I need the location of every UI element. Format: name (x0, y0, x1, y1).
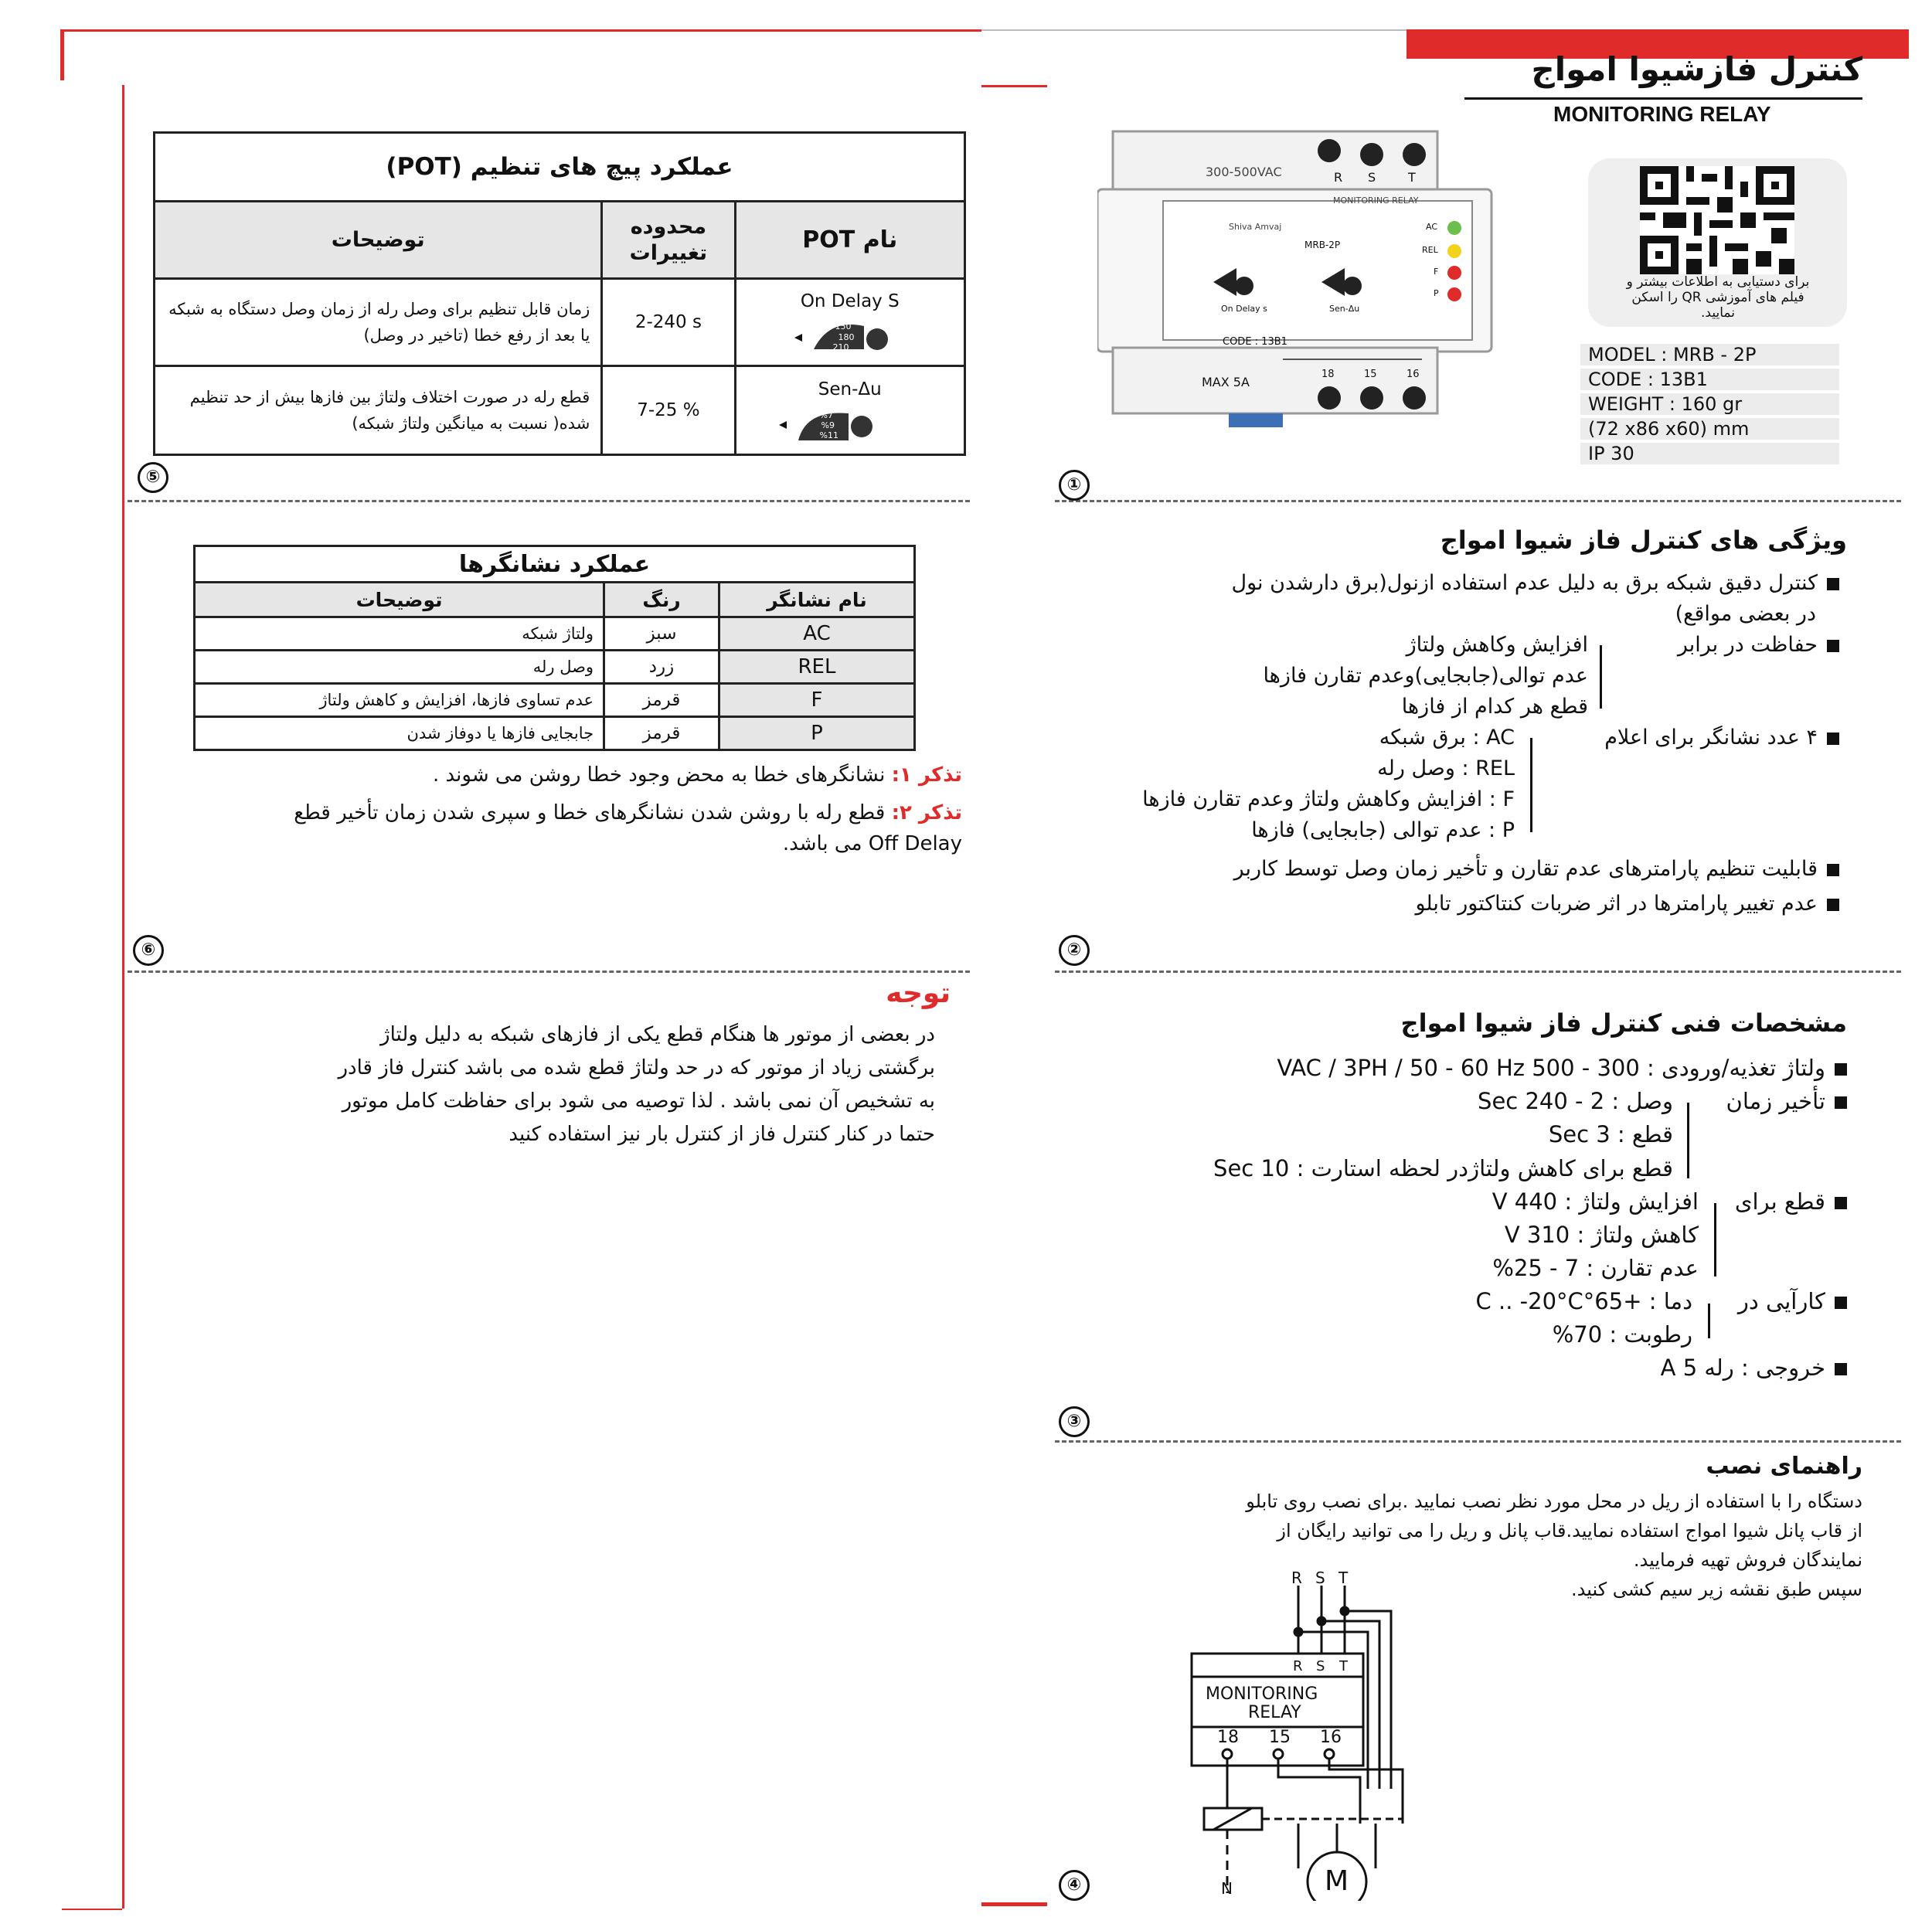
wiring-diagram (1182, 1569, 1430, 1901)
wiring-relay-label-1: MONITORING (1206, 1684, 1318, 1704)
device-pin-16: 16 (1406, 369, 1420, 380)
tech-perf-text: کارآیی در (1737, 1288, 1825, 1314)
spec-code: CODE : 13B1 (1580, 369, 1839, 390)
pot-row-name: Sen-Δu (818, 379, 882, 399)
feature-3-item: AC : برق شبکه (1379, 726, 1515, 750)
wiring-relay-label-2: RELAY (1248, 1703, 1301, 1722)
indicators-table (193, 545, 916, 751)
device-led-f: F (1434, 267, 1439, 277)
tech-delay-item: وصل : 2 - 240 Sec (1478, 1088, 1673, 1114)
divider-right-1 (1055, 500, 1901, 502)
wiring-pin-15: 15 (1269, 1728, 1291, 1747)
pot-row-name: On Delay S (800, 291, 900, 311)
pot-row-name-cell (735, 279, 964, 366)
device-terminal-r: R (1334, 170, 1343, 185)
install-line: سپس طبق نقشه زیر سیم کشی کنید. (1571, 1579, 1862, 1600)
bullet-square (1835, 1197, 1847, 1209)
feature-2 (1623, 630, 1839, 661)
tech-delay-bracket (1687, 1103, 1689, 1178)
indicator-row-ac (195, 617, 915, 651)
device-terminal-t: T (1408, 170, 1416, 185)
model-spec-box (1580, 344, 1839, 467)
device-illustration (1097, 127, 1499, 437)
feature-3-item: REL : وصل رله (1377, 756, 1515, 780)
bullet-square (1827, 640, 1839, 652)
install-line: دستگاه را با استفاده از ریل در محل مورد نظر نصب نمایید .برای نصب روی تابلو (1246, 1491, 1862, 1512)
indicator-color: سبز (604, 617, 719, 651)
device-knob2-label: Sen-Δu (1329, 304, 1360, 314)
device-voltage-label: 300-500VAC (1206, 165, 1282, 179)
device-pin-15: 15 (1364, 369, 1377, 380)
feature-2-item: عدم توالی(جابجایی)وعدم تقارن فازها (1263, 664, 1588, 688)
feature-5 (1059, 889, 1839, 920)
qr-panel (1588, 158, 1847, 327)
pot-header-desc: توضیحات (155, 202, 602, 279)
feature-3-bracket (1530, 738, 1532, 832)
section-number-1: ① (1059, 470, 1090, 501)
wiring-neutral: N (1221, 1879, 1233, 1898)
device-model-label: MRB-2P (1304, 240, 1341, 250)
bullet-square (1827, 899, 1839, 911)
indicator-color: زرد (604, 651, 719, 684)
indicator-name: REL (719, 651, 914, 684)
bullet-square (1835, 1096, 1847, 1109)
caution-body (139, 1018, 935, 1151)
qr-caption: برای دستیابی به اطلاعات بیشتر و فیلم های آموزشی QR را اسکن نمایید. (1626, 274, 1810, 321)
bullet-square (1835, 1063, 1847, 1076)
feature-1 (1059, 568, 1839, 599)
device-led-rel: REL (1422, 245, 1438, 255)
pot-row-sen (155, 366, 965, 455)
tech-cut-text: قطع برای (1734, 1188, 1825, 1215)
indicator-desc: ولتاژ شبکه (195, 617, 604, 651)
indicator-row-rel (195, 651, 915, 684)
tech-list (1082, 1055, 1847, 1395)
center-tick-top (981, 85, 1047, 87)
left-red-tick (60, 29, 64, 80)
device-max-label: MAX 5A (1202, 375, 1250, 389)
tech-cut-bracket (1714, 1203, 1716, 1276)
dial-icon (791, 318, 899, 357)
pot-row-desc: زمان قابل تنظیم برای وصل رله از زمان وصل دستگاه به شبکه یا بعد از رفع خطا (تاخیر در وصل) (155, 279, 602, 366)
divider-right-3 (1055, 1440, 1901, 1443)
tech-output-text: خروجی : رله 5 A (1660, 1355, 1825, 1381)
caution-line: حتما در کنار کنترل فاز از کنترل بار نیز استفاده کنید (509, 1123, 935, 1146)
note-1-text: نشانگرهای خطا به محض وجود خطا روشن می شوند . (432, 763, 886, 787)
wiring-relay-phase-t: T (1339, 1658, 1348, 1674)
caution-line: به تشخیص آن نمی باشد . لذا توصیه می شود برای حفاظت کامل موتور (342, 1089, 935, 1113)
feature-4 (1059, 854, 1839, 885)
install-title: راهنمای نصب (1706, 1453, 1862, 1480)
indicator-color: قرمز (604, 717, 719, 750)
feature-4-text: قابلیت تنظیم پارامترهای عدم تقارن و تأخیر زمان وصل توسط کاربر (1233, 857, 1818, 881)
section-number-4: ④ (1059, 1870, 1090, 1901)
tech-supply (1082, 1055, 1847, 1081)
device-terminal-s: S (1368, 170, 1376, 185)
wiring-relay-phase-r: R (1293, 1658, 1303, 1674)
indicator-row-f (195, 684, 915, 717)
left-margin-line (122, 85, 124, 1909)
wiring-phase-t: T (1338, 1569, 1349, 1587)
divider-left-1 (128, 500, 970, 502)
note-1 (232, 763, 962, 787)
section-number-6: ⑥ (133, 935, 164, 966)
tech-perf-bracket (1708, 1304, 1710, 1338)
bottom-left-line (62, 1909, 122, 1910)
tech-cut-item: عدم تقارن : 7 - 25% (1492, 1255, 1699, 1281)
caution-line: در بعضی از موتور ها هنگام قطع یکی از فازهای شبکه به دلیل ولتاژ (380, 1023, 935, 1046)
indicator-name: P (719, 717, 914, 750)
bullet-square (1827, 733, 1839, 745)
indicator-name: F (719, 684, 914, 717)
indicators-header-desc: توضیحات (195, 583, 604, 617)
note-2-text: قطع رله با روشن شدن نشانگرهای خطا و سپری شدن زمان تأخیر قطع (294, 801, 886, 824)
wiring-phase-s: S (1315, 1569, 1325, 1587)
caution-line: برگشتی زیاد از موتور که در حد ولتاژ قطع شده می باشد کنترل فاز قادر (338, 1056, 935, 1079)
divider-right-2 (1055, 970, 1901, 973)
header-underline (1464, 97, 1862, 100)
tech-perf-item: رطوبت : 70% (1552, 1321, 1692, 1348)
tech-title: مشخصات فنی کنترل فاز شیوا امواج (1400, 1008, 1847, 1038)
note-1-label: تذکر ۱: (891, 763, 962, 787)
tech-supply-text: ولتاژ تغذیه/ورودی : 300 - 500 VAC / 3PH / 50 - 60 Hz (1277, 1055, 1825, 1081)
device-led-ac: AC (1426, 222, 1438, 232)
feature-3-item: P : عدم توالی (جابجایی) فازها (1251, 818, 1515, 842)
tech-output (1082, 1355, 1847, 1381)
feature-3-item: F : افزایش وکاهش ولتاژ وعدم تقارن فازها (1142, 787, 1515, 811)
tech-delay-text: تأخیر زمان (1726, 1088, 1825, 1114)
indicators-header-color: رنگ (604, 583, 719, 617)
pot-header-range: محدوده تغییرات (602, 202, 735, 279)
feature-2-item: قطع هر کدام از فازها (1401, 695, 1588, 719)
tech-delay-item: قطع برای کاهش ولتاژدر لحظه استارت : 10 Sec (1213, 1155, 1673, 1181)
spec-ip: IP 30 (1580, 443, 1839, 464)
wiring-phase-r: R (1291, 1569, 1302, 1587)
device-panel-label: MONITORING RELAY (1333, 195, 1419, 206)
caution-title: توجه (886, 977, 951, 1009)
feature-2-text: حفاظت در برابر (1677, 633, 1818, 657)
indicator-name: AC (719, 617, 914, 651)
indicator-desc: وصل رله (195, 651, 604, 684)
section-number-3: ③ (1059, 1406, 1090, 1437)
pot-header-name: نام POT (735, 202, 964, 279)
tech-delay (1677, 1088, 1847, 1114)
bullet-square (1835, 1297, 1847, 1309)
device-led-p: P (1434, 288, 1439, 298)
device-knob1-label: On Delay s (1221, 304, 1267, 314)
pot-row-range: 7-25 % (602, 366, 735, 455)
device-brand: Shiva Amvaj (1229, 222, 1282, 232)
header-subtitle: MONITORING RELAY (1553, 102, 1771, 126)
tech-perf-item: دما : +65°C .. -20°C (1475, 1288, 1692, 1314)
wiring-relay-phase-s: S (1316, 1658, 1325, 1674)
spec-model: MODEL : MRB - 2P (1580, 344, 1839, 365)
feature-3-text: ۴ عدد نشانگر برای اعلام (1604, 726, 1818, 750)
pot-row-on-delay (155, 279, 965, 366)
install-line: نمایندگان فروش تهیه فرمایید. (1633, 1549, 1862, 1571)
indicator-desc: جابجایی فازها یا دوفاز شدن (195, 717, 604, 750)
feature-1-cont: در بعضی مواقع) (1675, 602, 1816, 626)
pot-table (153, 131, 966, 456)
dial-tick-3: %11 (819, 430, 838, 440)
pot-table-title: عملکرد پیچ های تنظیم (POT) (155, 133, 965, 202)
feature-2-bracket (1600, 645, 1602, 709)
note-2-text2: Off Delay می باشد. (782, 832, 962, 855)
wiring-pin-18: 18 (1217, 1728, 1239, 1747)
device-pin-18: 18 (1321, 369, 1335, 380)
pot-row-desc: قطع رله در صورت اختلاف ولتاژ بین فازها بیش از حد تنظیم شده( نسبت به میانگین ولتاژ شبکه) (155, 366, 602, 455)
features-list (1059, 568, 1839, 916)
spec-weight: WEIGHT : 160 gr (1580, 393, 1839, 415)
wiring-pin-16: 16 (1320, 1728, 1342, 1747)
dial-tick-2: 180 (838, 332, 855, 342)
feature-1-text: کنترل دقیق شبکه برق به دلیل عدم استفاده ازنول(برق دارشدن نول (1231, 571, 1818, 595)
dial-tick-2: %9 (821, 420, 835, 430)
feature-2-item: افزایش وکاهش ولتاژ (1406, 633, 1588, 657)
bullet-square (1827, 578, 1839, 590)
center-tick-bottom (981, 1902, 1047, 1906)
indicator-desc: عدم تساوی فازها، افزایش و کاهش ولتاژ (195, 684, 604, 717)
indicator-row-p (195, 717, 915, 750)
feature-3 (1546, 722, 1839, 753)
top-red-line (62, 29, 981, 32)
spec-dimensions: (72 x86 x60) mm (1580, 418, 1839, 440)
features-title: ویژگی های کنترل فاز شیوا امواج (1440, 525, 1847, 555)
indicators-header-name: نام نشانگر (719, 583, 914, 617)
divider-left-2 (128, 970, 970, 973)
tech-cut-item: کاهش ولتاژ : 310 V (1504, 1222, 1699, 1248)
qr-code-icon (1640, 166, 1794, 274)
bullet-square (1827, 864, 1839, 876)
section-number-5: ⑤ (138, 462, 168, 493)
device-code-label: CODE : 13B1 (1223, 336, 1287, 348)
tech-delay-item: قطع : 3 Sec (1548, 1121, 1673, 1147)
indicators-table-title: عملکرد نشانگرها (195, 546, 915, 583)
dial-icon (775, 406, 883, 444)
pot-row-name-cell (735, 366, 964, 455)
wiring-motor-symbol: M (1325, 1865, 1349, 1897)
install-line: از قاب پانل شیوا امواج استفاده نمایید.قاب پانل و ریل را می توانید رایگان از (1277, 1520, 1862, 1542)
dial-tick-1: 150 (835, 321, 852, 331)
note-2-label: تذکر ۲: (891, 801, 962, 824)
dial-tick-3: 210 (832, 342, 849, 352)
header-title: کنترل فازشیوا امواج (1531, 50, 1862, 88)
indicator-color: قرمز (604, 684, 719, 717)
dial-tick-1: %7 (819, 410, 833, 420)
feature-5-text: عدم تغییر پارامترها در اثر ضربات کنتاکتور تابلو (1415, 892, 1818, 916)
pot-row-range: 2-240 s (602, 279, 735, 366)
bullet-square (1835, 1363, 1847, 1375)
tech-performance (1692, 1288, 1847, 1314)
section-number-2: ② (1059, 935, 1090, 966)
tech-cut-item: افزایش ولتاژ : 440 V (1492, 1188, 1699, 1215)
note-2 (139, 797, 962, 859)
